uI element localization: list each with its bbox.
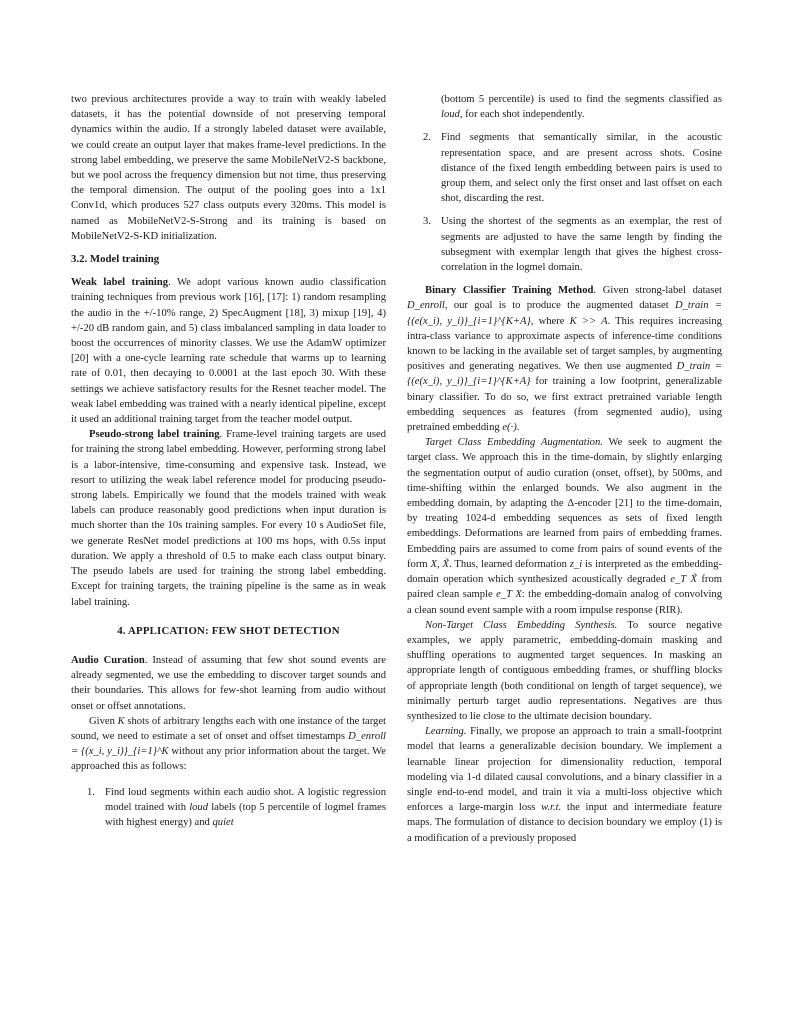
audio-curation-paragraph: Audio Curation. Instead of assuming that few shot sound events are already segmented, we use the embedding to discover target sounds and their boundaries. This allows for few-shot learning from audio without onset or offset annotations.	[71, 654, 386, 712]
step-1-text-a: Find loud segments within each audio shot. A logistic regression model trained with	[105, 786, 386, 813]
math-z: z_i	[569, 558, 583, 570]
step-1-continued	[407, 92, 722, 122]
step-2	[407, 130, 722, 206]
step-2-number: 2.	[423, 132, 431, 144]
given-text-b: shots of arbitrary lengths each with one instance of the target sound, we need to estimate a set of onset and offset timestamps	[71, 715, 386, 742]
step-2-text: Find segments that semantically similar, in the acoustic representation space, and are present across shots. Cosine distance of the fixed length embedding between pairs is used to group them, and select only the first onset and last offset on each shot, discarding the rest.	[441, 132, 722, 205]
step-3	[407, 214, 722, 275]
pseudo-text: Frame-level training targets are used for training the strong label embedding. However, performing strong label is a labor-intensive, time-consuming and expensive task. Instead, we resort to utilizing the weak label reference model for producing pseudo-strong labels. Empirically we found that the models trained with weak labels can produce reasonably good predictions when input duration is much shorter than the 10s training samples. For every 10 s AudioSet file, we generate ResNet model predictions at 100 ms hops, with 0.5s input duration. We apply a threshold of 0.5 to make each class output binary. The pseudo labels are used for training the strong label embedding. Except for training targets, the training pipeline is the same as in weak label training.	[71, 429, 387, 608]
math-k-gg-a: K >> A	[569, 315, 608, 327]
target-text-e: : the embedding-domain analog of convolving a clean sound event sample with a room impulse response (RIR).	[407, 589, 723, 616]
learning-wrt: w.r.t.	[541, 802, 562, 814]
learning-heading: Learning.	[425, 726, 467, 738]
step-1-cont-text-a: (bottom 5 percentile) is used to find the segments classified as	[441, 94, 722, 105]
binary-text-a: Given strong-label dataset	[602, 285, 723, 297]
math-e: e(·)	[502, 422, 517, 434]
math-d-train-2: D_train = {(e(x_i), y_i)}_{i=1}^{K+A}	[407, 361, 722, 388]
target-text-a: We seek to augment the target class. We approach this in the time-domain, by slightly enlarging the segmentation output of audio curation (onset, offset), by 500ms, and time-shifting within the enlarged bounds. We also augment in the embedding domain, by adapting the Δ-encoder [21] to the time-domain, by treating 1024-d embedding sequences as sets of fixed length embeddings. Deformations are learned from pairs of embedding frames. Embedding pairs are assumed to come from pairs of sound events of the form	[407, 437, 722, 570]
given-text-c: without any prior information about the target. We approached this as follows:	[71, 746, 386, 773]
learning-text-a: Finally, we propose an approach to train a small-footprint model that learns a generalizable decision boundary. We implement a learnable linear projection for dimensionality reduction, temporal modeling via 1-d dilated causal convolutions, and a binary classifier in a single end-to-end model, and train it via a multi-loss objective which enforces a large-margin loss	[407, 726, 722, 814]
math-d-enroll-2: D_enroll	[407, 300, 445, 312]
math-d-train: D_train = {(e(x_i), y_i)}_{i=1}^{K+A}	[407, 300, 722, 327]
step-1-loud: loud	[189, 801, 209, 813]
audio-curation-text: Instead of assuming that few shot sound events are already segmented, we use the embedding to discover target sounds and their boundaries. This allows for few-shot learning from audio without onset or offset annotations.	[71, 654, 386, 712]
curation-steps	[71, 785, 386, 831]
learning-text-b: the input and intermediate feature maps. The formulation of distance to decision boundary we employ (1) is a modification of a previously proposed	[407, 802, 722, 844]
given-text-a: Given	[89, 715, 115, 727]
subsection-title: 3.2. Model training	[71, 253, 160, 266]
binary-text-c: , where	[530, 315, 565, 327]
step-3-number: 3.	[423, 216, 431, 228]
step-1-cont-text-b: , for each shot independently.	[459, 109, 585, 121]
given-paragraph	[71, 714, 386, 775]
nontarget-heading: Non-Target Class Embedding Synthesis.	[425, 619, 618, 631]
math-et-xtilde: e_T X̃	[670, 574, 697, 586]
section-title: 4. APPLICATION: FEW SHOT DETECTION	[117, 624, 340, 637]
audio-curation-heading: Audio Curation	[71, 654, 145, 666]
math-et-x: e_T X	[496, 589, 522, 601]
target-text-b: . Thus, learned deformation	[449, 558, 567, 570]
nontarget-paragraph	[407, 618, 722, 724]
weak-label-text: We adopt various known audio classification training techniques from previous work [16], [17]: 1) random resampling the audio in the +/-10% range, 2) SpecAugment [18], 3) mixup [19], 4) +/-20 dB random gain, and 5) class imbalanced sampling in data loader to boost the occurrences of minority classes. We use the AdamW optimizer [20] with a one-cycle learning rate schedule that warms up to learning rate of 0.01, then decaying to 0.0001 at the last epoch 30. With these settings we achieve satisfactory results for the Resnet teacher model. The weak label embedding was trained with a nearly identical pipeline, except it used an additional training target from the teacher model output.	[71, 277, 387, 426]
pseudo-paragraph: Pseudo-strong label training. Frame-level training targets are used for training the strong label embedding. However, performing strong label is a labor-intensive, time-consuming and expensive task. Instead, we resort to utilizing the weak label reference model for producing pseudo-strong labels. Empirically we found that the models trained with weak labels can produce reasonably good predictions when input duration is much shorter than the 10s training samples. For every 10 s AudioSet file, we generate ResNet model predictions at 100 ms hops, with 0.5s input duration. We apply a threshold of 0.5 to make each class output binary. The pseudo labels are used for training the strong label embedding. Except for training targets, the training pipeline is the same as in weak label training.	[71, 429, 387, 608]
step-1-cont-loud: loud	[441, 109, 460, 121]
target-text-d: from paired clean sample	[407, 574, 722, 601]
curation-steps-continued	[407, 92, 722, 275]
target-text-c: is interpreted as the embedding-domain operation which synthesized acoustically degraded	[407, 558, 723, 586]
target-heading: Target Class Embedding Augmentation.	[425, 437, 603, 449]
target-augmentation-paragraph	[407, 435, 722, 617]
binary-text-b: , our goal is to produce the augmented dataset	[444, 300, 669, 312]
weak-label-heading: Weak label training	[71, 277, 169, 289]
binary-heading: Binary Classifier Training Method	[425, 285, 594, 297]
step-1-text-b: labels (top 5 percentile of logmel frames with highest energy) and	[105, 801, 386, 828]
intro-paragraph: two previous architectures provide a way to train with weakly labeled datasets, it has the potential downside of not preserving temporal dynamics within the audio. If a strongly labeled dataset were available, we could create an output layer that makes frame-level predictions. In the strong label embedding, we preserve the same MobileNetV2-S backbone, but we pool across the frequency dimension but not time, thus preserving the temporal dimension. The output of the pooling goes into a 1x1 Conv1d, which produces 527 class outputs every 320ms. This model is named as MobileNetV2-S-Strong and its training is based on MobileNetV2-S-KD initialization.	[71, 94, 386, 242]
math-k: K	[117, 715, 125, 727]
binary-classifier-paragraph: Binary Classifier Training Method. Given strong-label dataset D_enroll, our goal is to produce the augmented dataset D_train = {(e(x_i), y_i)}_{i=1}^{K+A}, where K >> A. This requires increasing intra-class variance to approximate aspects of inference-time conditions known to be lacking in the available set of target samples, by augmenting positives and generating negatives. We then use augmented D_train = {(e(x_i), y_i)}_{i=1}^{K+A} for training a low footprint, generalizable binary classifier. To do so, we first extract pretrained variable length embedding sequences as features (from segmented audio), using pretrained embedding e(·).	[407, 285, 723, 434]
step-3-text: Using the shortest of the segments as an exemplar, the rest of segments are adjusted to have the same length by finding the subsegment with exemplar length that gives the highest cross-correlation in the logmel domain.	[441, 216, 722, 274]
step-1	[71, 785, 386, 831]
binary-text-d: . This requires increasing intra-class variance to approximate aspects of inference-time conditions known to be lacking in the available set of target samples, by augmenting positives and generating negatives. We then use augmented	[407, 315, 722, 373]
nontarget-text: To source negative examples, we apply parametric, embedding-domain masking and shuffling operations to augmented target sequences. In masking an appropriate length of contiguous embedding frames, or shuffling blocks of appropriate length (both conditional on length of target sequence), we minimally perturb target audio representations. Negatives are thus synthesized to lie close to the ultimate decision boundary.	[407, 619, 722, 722]
right-column	[407, 92, 722, 846]
weak-label-paragraph: Weak label training. We adopt various known audio classification training techniques from previous work [16], [17]: 1) random resampling the audio in the +/-10% range, 2) SpecAugment [18], 3) mixup [19], 4) +/-20 dB random gain, and 5) class imbalanced sampling in data loader to boost the occurrences of minority classes. We use the AdamW optimizer [20] with a one-cycle learning rate schedule that warms up to learning rate of 0.01, then decaying to 0.0001 at the last epoch 30. With these settings we achieve satisfactory results for the Resnet teacher model. The weak label embedding was trained with a nearly identical pipeline, except it used an additional training target from the teacher model output.	[71, 277, 387, 426]
step-1-quiet: quiet	[212, 816, 234, 828]
pseudo-heading: Pseudo-strong label training	[89, 429, 220, 441]
learning-paragraph	[407, 724, 722, 846]
left-column	[71, 92, 386, 838]
math-d-enroll: D_enroll = {(x_i, y_i)}_{i=1}^K	[71, 730, 386, 758]
binary-text-f: .	[516, 422, 520, 434]
binary-text-e: for training a low footprint, generalizable binary classifier. To do so, we first extract pretrained variable length embedding sequences as features (from segmented audio), using pretrained embedding	[407, 376, 722, 434]
step-1-number: 1.	[87, 786, 95, 798]
math-x-pair: X, X̃	[430, 558, 449, 570]
